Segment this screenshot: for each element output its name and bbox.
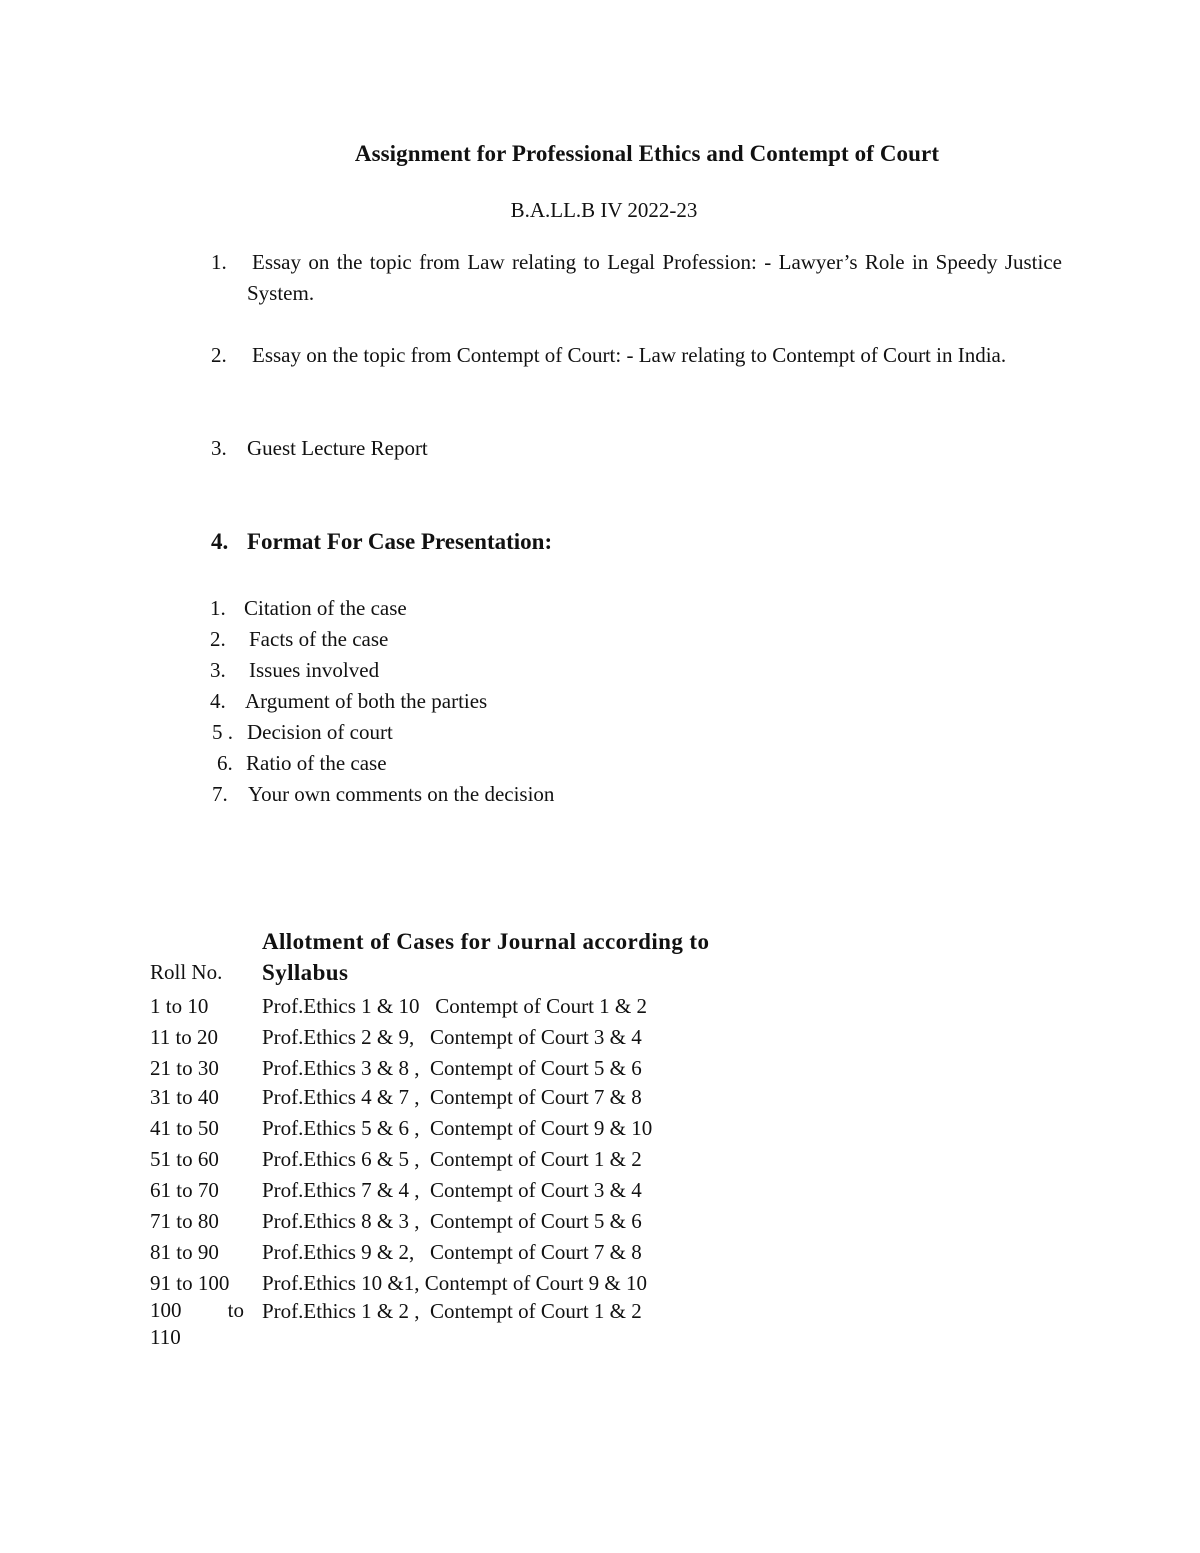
list-item-text: Facts of the case <box>249 627 389 651</box>
case-allotment: Prof.Ethics 6 & 5 , Contempt of Court 1 & 2 <box>262 1147 642 1171</box>
roll-range <box>150 1297 244 1351</box>
list-item-number: 5 . <box>212 720 233 744</box>
format-heading-number: 4. <box>211 529 229 554</box>
roll-range: 1 to 10 <box>150 994 209 1018</box>
roll-range: 21 to 30 <box>150 1056 219 1080</box>
case-allotment: Prof.Ethics 1 & 2 , Contempt of Court 1 & 2 <box>262 1299 642 1323</box>
list-item-text: Your own comments on the decision <box>248 782 555 806</box>
roll-range-start: 100 <box>150 1298 182 1322</box>
roll-number-header: Roll No. <box>150 960 223 984</box>
roll-range: 41 to 50 <box>150 1116 219 1140</box>
list-item-text: Issues involved <box>249 658 380 682</box>
roll-range: 91 to 100 <box>150 1271 230 1295</box>
roll-range-end: 110 <box>150 1325 181 1349</box>
list-item-text: Decision of court <box>247 720 393 744</box>
list-item-text: Citation of the case <box>244 596 407 620</box>
case-allotment: Prof.Ethics 3 & 8 , Contempt of Court 5 & 6 <box>262 1056 642 1080</box>
case-allotment: Prof.Ethics 7 & 4 , Contempt of Court 3 & 4 <box>262 1178 642 1202</box>
case-allotment: Prof.Ethics 8 & 3 , Contempt of Court 5 & 6 <box>262 1209 642 1233</box>
assignment-number: 1. <box>211 250 227 274</box>
allotment-heading: Allotment of Cases for Journal according to Syllabus <box>262 929 710 985</box>
roll-range-to: to <box>227 1298 244 1322</box>
document-subtitle: B.A.LL.B IV 2022-23 <box>510 198 698 222</box>
case-allotment: Prof.Ethics 4 & 7 , Contempt of Court 7 & 8 <box>262 1085 642 1109</box>
case-allotment: Prof.Ethics 10 &1, Contempt of Court 9 & 10 <box>262 1271 647 1295</box>
list-item-number: 1. <box>210 596 226 620</box>
list-item-number: 3. <box>210 658 226 682</box>
case-allotment: Prof.Ethics 9 & 2, Contempt of Court 7 & 8 <box>262 1240 642 1264</box>
case-allotment: Prof.Ethics 5 & 6 , Contempt of Court 9 & 10 <box>262 1116 653 1140</box>
roll-range: 81 to 90 <box>150 1240 219 1264</box>
assignment-number: 2. <box>211 343 227 367</box>
document-title: Assignment for Professional Ethics and Contempt of Court <box>354 141 940 166</box>
list-item-text: Argument of both the parties <box>245 689 488 713</box>
format-heading-text: Format For Case Presentation: <box>247 529 553 554</box>
list-item-text: Ratio of the case <box>246 751 387 775</box>
list-item-number: 7. <box>212 782 228 806</box>
assignment-number: 3. <box>211 436 227 460</box>
roll-range: 31 to 40 <box>150 1085 219 1109</box>
list-item-number: 2. <box>210 627 226 651</box>
case-allotment: Prof.Ethics 1 & 10 Contempt of Court 1 & 2 <box>262 994 647 1018</box>
roll-range: 71 to 80 <box>150 1209 219 1233</box>
list-item-number: 4. <box>210 689 226 713</box>
list-item-number: 6. <box>217 751 233 775</box>
roll-range: 61 to 70 <box>150 1178 219 1202</box>
roll-range: 11 to 20 <box>150 1025 219 1049</box>
assignment-text: Essay on the topic from Contempt of Court: - Law relating to Contempt of Court in India. <box>252 343 1007 367</box>
assignment-text: Guest Lecture Report <box>247 436 428 460</box>
roll-range: 51 to 60 <box>150 1147 219 1171</box>
assignment-text: Essay on the topic from Law relating to Legal Profession: - Lawyer’s Role in Speedy Justice System. <box>247 250 1062 305</box>
case-allotment: Prof.Ethics 2 & 9, Contempt of Court 3 & 4 <box>262 1025 642 1049</box>
